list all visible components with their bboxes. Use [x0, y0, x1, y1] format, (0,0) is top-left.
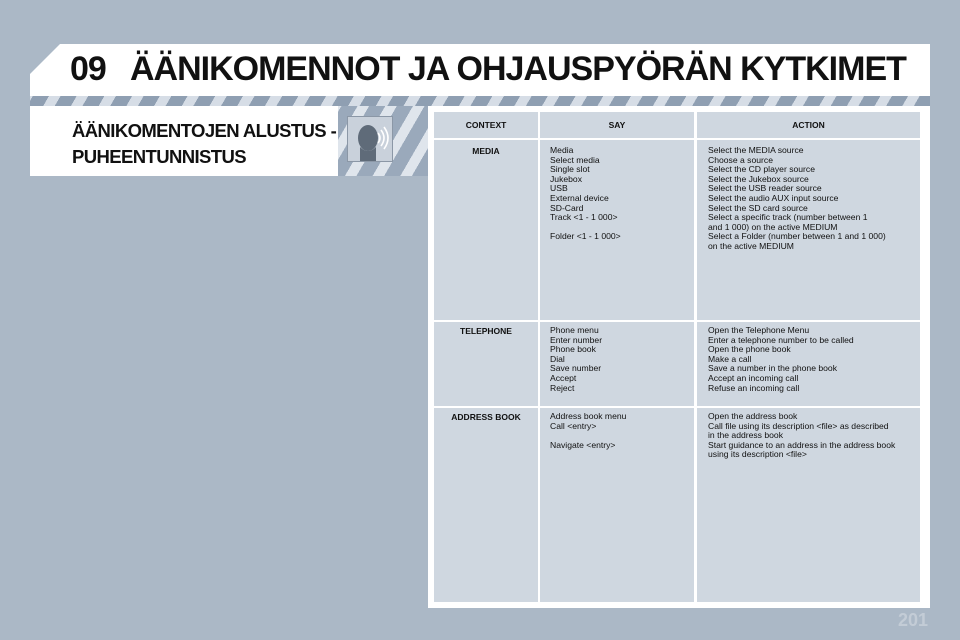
action-telephone: Open the Telephone Menu Enter a telephone number to be called Open the phone book Make a call Save a number in the phone book Accept an incoming call Refuse an incoming call — [708, 325, 854, 393]
column-header-action: ACTION — [697, 112, 920, 138]
say-media: Media Select media Single slot Jukebox USB External device SD-Card Track <1 - 1 000> Folder <1 - 1 000> — [550, 145, 621, 242]
row-divider — [434, 320, 920, 322]
header-stripe-decoration — [30, 96, 930, 106]
voice-command-table — [428, 106, 930, 608]
voice-command-icon — [347, 116, 393, 162]
section-title-line2: PUHEENTUNNISTUS — [72, 146, 246, 167]
action-media: Select the MEDIA source Choose a source Select the CD player source Select the Jukebox source Select the USB reader source Select the audio AUX input source Select the SD card source Select a specific track (number between 1 and 1 000) on the active MEDIUM Select a Folder (number between 1 and 1 000) on the active MEDIUM — [708, 145, 886, 251]
column-context — [434, 140, 538, 602]
context-media: MEDIA — [472, 146, 500, 156]
action-address-book: Open the address book Call file using its description <file> as described in the address book Start guidance to an address in the address book using its description <file> — [708, 411, 896, 460]
say-address-book: Address book menu Call <entry> Navigate <entry> — [550, 411, 627, 450]
page-number: 201 — [898, 610, 929, 630]
row-divider — [434, 406, 920, 408]
column-header-context: CONTEXT — [434, 112, 538, 138]
context-telephone: TELEPHONE — [460, 326, 512, 336]
page-title: ÄÄNIKOMENNOT JA OHJAUSPYÖRÄN KYTKIMET — [130, 50, 906, 88]
section-title-line1: ÄÄNIKOMENTOJEN ALUSTUS - — [72, 120, 337, 141]
column-header-say: SAY — [540, 112, 694, 138]
section-title — [72, 118, 336, 170]
say-telephone: Phone menu Enter number Phone book Dial Save number Accept Reject — [550, 325, 603, 393]
chapter-number: 09 — [70, 50, 106, 88]
context-address-book: ADDRESS BOOK — [451, 412, 521, 422]
